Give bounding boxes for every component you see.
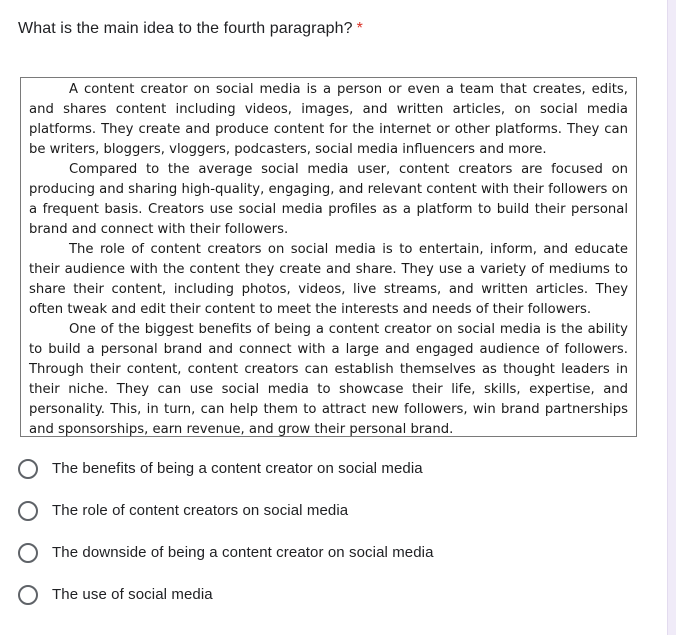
- radio-button[interactable]: [18, 585, 38, 605]
- option-role[interactable]: [18, 500, 658, 522]
- option-downside[interactable]: [18, 542, 658, 564]
- option-label: The benefits of being a content creator on social media: [52, 460, 423, 477]
- passage-image: [20, 77, 637, 437]
- option-label: The downside of being a content creator on social media: [52, 544, 434, 561]
- passage-paragraph-1: A content creator on social media is a person or even a team that creates, edits, and shares content including videos, images, and written articles, on social media platforms. They create and produce content for the internet or other platforms. They can be writers, bloggers, vloggers, podcasters, social media influencers and more.: [29, 82, 628, 157]
- passage-paragraph-4: One of the biggest benefits of being a content creator on social media is the ability to build a personal brand and connect with a large and engaged audience of followers. Through their content, content creators can establish themselves as thought leaders in their niche. They can use social media to showcase their life, skills, expertise, and personality. This, in turn, can help them to attract new followers, win brand partnerships and sponsorships, earn revenue, and grow their personal brand.: [29, 322, 628, 437]
- passage-paragraph-2: Compared to the average social media user, content creators are focused on producing and sharing high-quality, engaging, and relevant content with their followers on a frequent basis. Creators use social media profiles as a platform to build their personal brand and connect with their followers.: [29, 162, 628, 237]
- answer-options: [18, 458, 658, 626]
- radio-button[interactable]: [18, 543, 38, 563]
- option-use[interactable]: [18, 584, 658, 606]
- option-benefits[interactable]: [18, 458, 658, 480]
- passage-paragraph-3: The role of content creators on social media is to entertain, inform, and educate their audience with the content they create and share. They use a variety of mediums to share their content, including photos, videos, live streams, and written articles. They often tweak and edit their content to meet the interests and needs of their followers.: [29, 242, 628, 317]
- radio-button[interactable]: [18, 459, 38, 479]
- option-label: The role of content creators on social media: [52, 502, 349, 519]
- form-right-edge: [667, 0, 676, 635]
- question-text: What is the main idea to the fourth paragraph?: [18, 20, 353, 37]
- radio-button[interactable]: [18, 501, 38, 521]
- option-label: The use of social media: [52, 586, 213, 603]
- question-title: [18, 19, 363, 39]
- required-marker: *: [356, 20, 363, 37]
